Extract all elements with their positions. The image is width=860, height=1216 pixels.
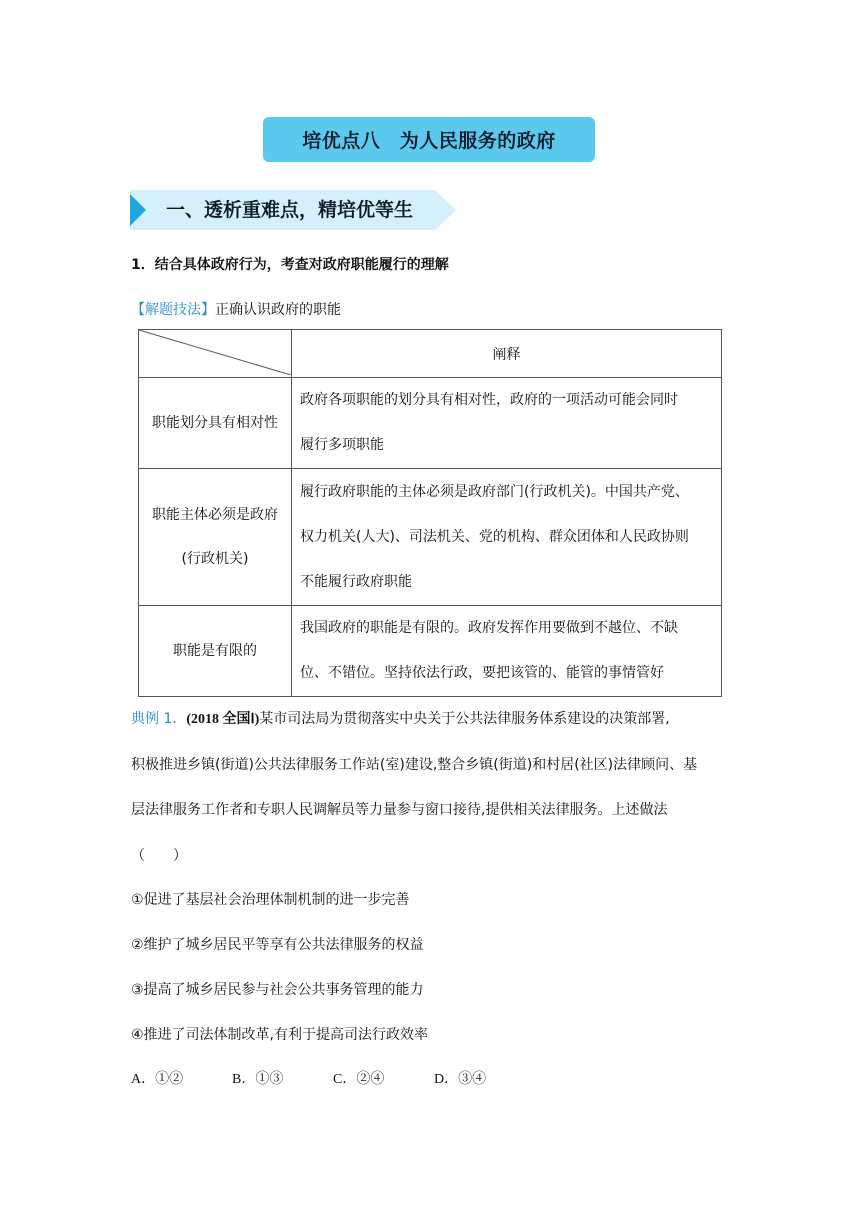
row-text-line: 政府各项职能的划分具有相对性，政府的一项活动可能会同时 — [300, 392, 678, 408]
statement-item: ③提高了城乡居民参与社会公共事务管理的能力 — [131, 982, 424, 998]
diagonal-line-icon — [139, 330, 291, 375]
answer-options — [131, 1068, 486, 1088]
table-header: 阐释 — [292, 330, 722, 378]
row-label-line: (行政机关) — [181, 551, 249, 567]
statement-item: ①促进了基层社会治理体制机制的进一步完善 — [131, 892, 410, 908]
statement-item: ②维护了城乡居民平等享有公共法律服务的权益 — [131, 937, 424, 953]
example-line — [131, 708, 731, 728]
row-text — [292, 378, 722, 469]
row-text-line: 履行多项职能 — [300, 437, 384, 453]
row-label — [139, 378, 292, 469]
method-tag: 【解题技法】 — [131, 302, 215, 318]
method-text: 正确认识政府的职能 — [215, 302, 341, 318]
topic-heading: 1．结合具体政府行为，考查对政府职能履行的理解 — [131, 257, 449, 273]
table-header-row — [139, 330, 722, 378]
method-line — [131, 299, 341, 319]
row-text — [292, 469, 722, 606]
row-label — [139, 606, 292, 697]
table-row — [139, 606, 722, 697]
row-text-line: 权力机关(人大)、司法机关、党的机构、群众团体和人民政协则 — [300, 528, 689, 545]
statement-item: ④推进了司法体制改革,有利于提高司法行政效率 — [131, 1027, 428, 1043]
example-source: (2018 全国Ⅰ) — [186, 712, 260, 727]
row-text-line: 履行政府职能的主体必须是政府部门(行政机关)。中国共产党、 — [300, 483, 689, 500]
table-row — [139, 378, 722, 469]
option-a[interactable]: A．①② — [131, 1072, 184, 1087]
example-tag: 典例 1． — [131, 711, 187, 727]
option-c[interactable]: C．②④ — [333, 1072, 385, 1087]
option-b[interactable]: B．①③ — [232, 1072, 284, 1087]
option-d[interactable]: D．③④ — [434, 1072, 487, 1087]
answer-blank: （ ） — [131, 848, 187, 864]
row-label-line: 职能主体必须是政府 — [152, 507, 278, 523]
page-title: 培优点八 为人民服务的政府 — [263, 117, 595, 162]
row-text-line: 位、不错位。坚持依法行政，要把该管的、能管的事情管好 — [300, 665, 664, 681]
row-label-line: 职能划分具有相对性 — [152, 415, 278, 431]
explanation-table — [138, 329, 722, 697]
example-text: 某市司法局为贯彻落实中央关于公共法律服务体系建设的决策部署, — [259, 711, 670, 727]
example-line: 层法律服务工作者和专职人民调解员等力量参与窗口接待,提供相关法律服务。上述做法 — [131, 802, 668, 818]
section-title: 一、透析重难点，精培优等生 — [166, 199, 414, 221]
row-label — [139, 469, 292, 606]
row-label-line: 职能是有限的 — [173, 643, 257, 659]
example-line: 积极推进乡镇(街道)公共法律服务工作站(室)建设,整合乡镇(街道)和村居(社区)法律顾问、基 — [131, 757, 698, 773]
row-text — [292, 606, 722, 697]
section-banner — [130, 190, 460, 230]
table-row — [139, 469, 722, 606]
diagonal-corner-cell — [139, 330, 292, 378]
row-text-line: 我国政府的职能是有限的。政府发挥作用要做到不越位、不缺 — [300, 620, 678, 636]
row-text-line: 不能履行政府职能 — [300, 573, 412, 590]
